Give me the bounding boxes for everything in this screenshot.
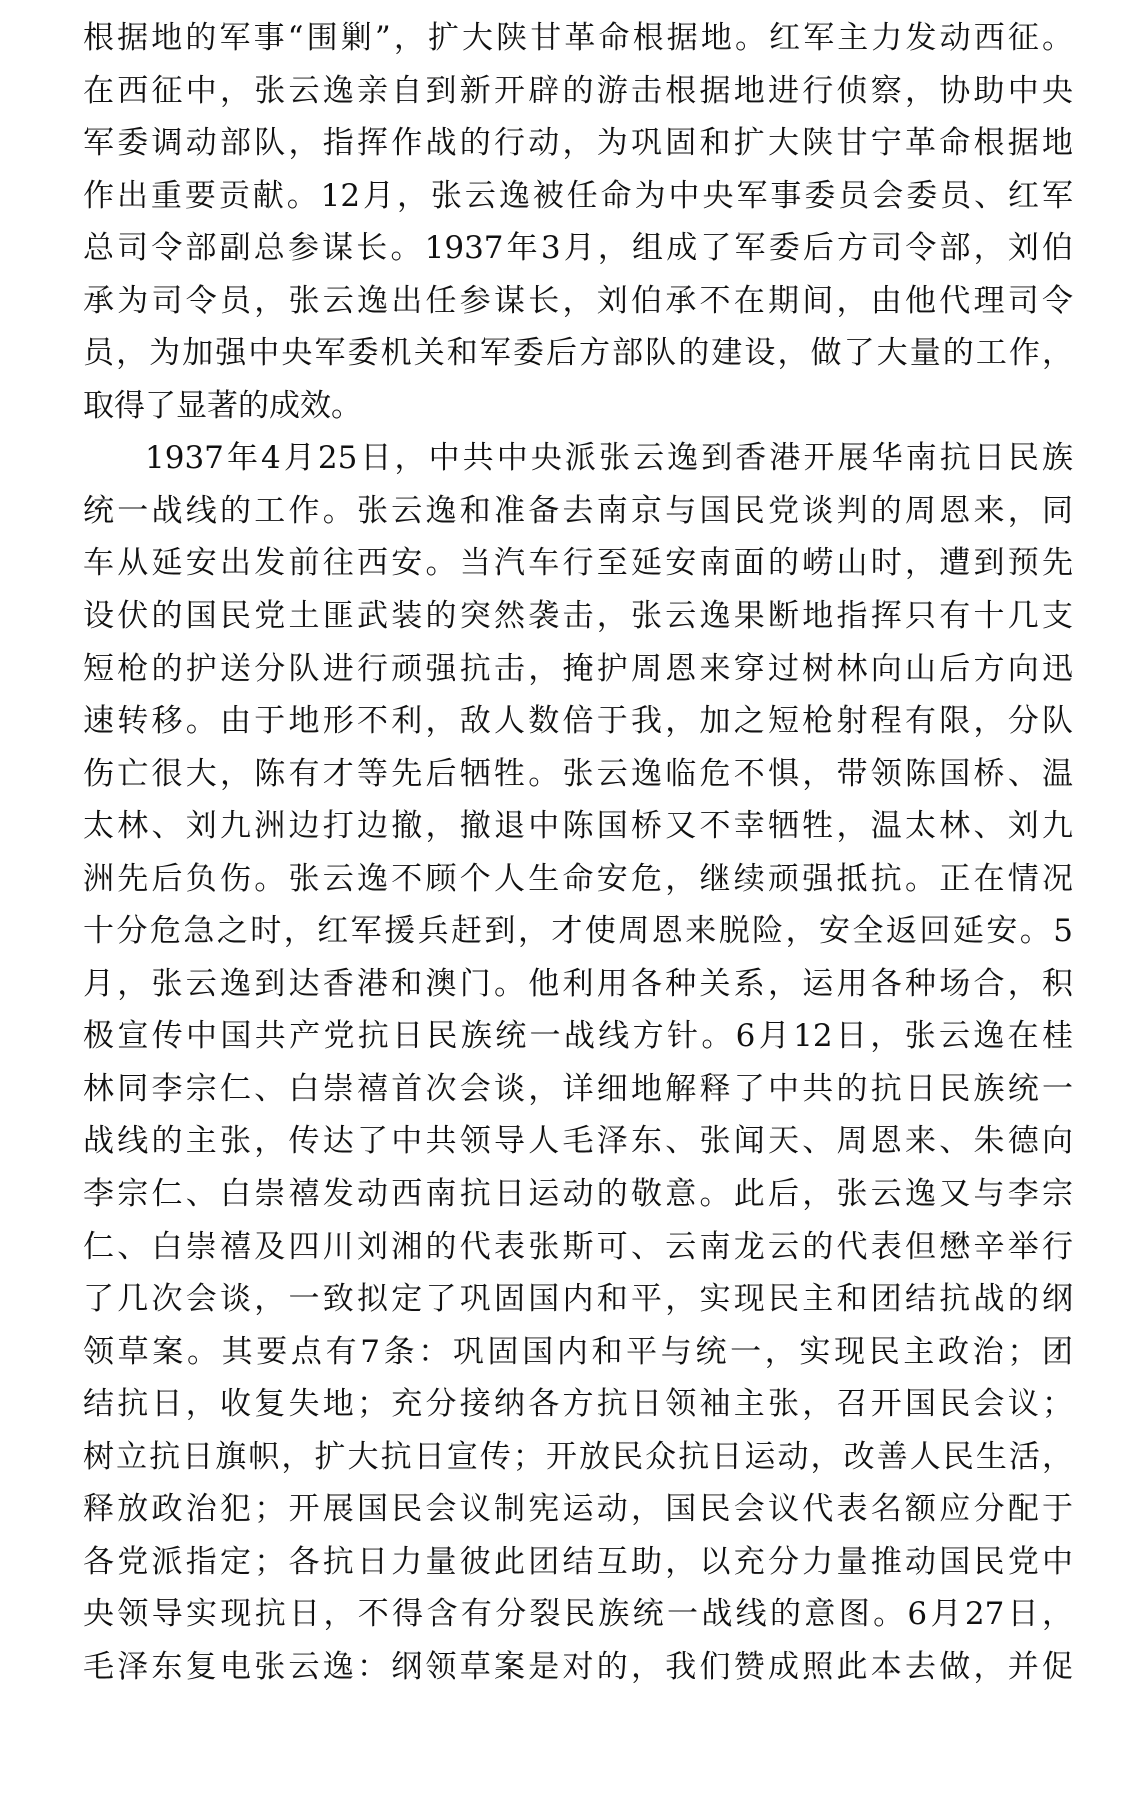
paragraph — [83, 432, 1073, 1693]
text-line: 仁、白崇禧及四川刘湘的代表张斯可、云南龙云的代表但懋辛举行 — [83, 1228, 1073, 1265]
text-line: 月，张云逸到达香港和澳门。他利用各种关系，运用各种场合，积 — [83, 965, 1073, 1002]
text-line: 伤亡很大，陈有才等先后牺牲。张云逸临危不惧，带领陈国桥、温 — [83, 755, 1073, 792]
text-line: 树立抗日旗帜，扩大抗日宣传；开放民众抗日运动，改善人民生活， — [83, 1438, 1073, 1475]
text-line: 总司令部副总参谋长。1937年3月，组成了军委后方司令部，刘伯 — [83, 230, 1073, 267]
text-line: 太林、刘九洲边打边撤，撤退中陈国桥又不幸牺牲，温太林、刘九 — [83, 808, 1073, 845]
text-line: 短枪的护送分队进行顽强抗击，掩护周恩来穿过树林向山后方向迅 — [83, 650, 1073, 687]
text-line: 根据地的军事“围剿”，扩大陕甘革命根据地。红军主力发动西征。 — [83, 20, 1073, 56]
text-line: 释放政治犯；开展国民会议制宪运动，国民会议代表名额应分配于 — [83, 1491, 1073, 1528]
text-line: 央领导实现抗日，不得含有分裂民族统一战线的意图。6月27日， — [83, 1596, 1073, 1633]
text-line: 结抗日，收复失地；充分接纳各方抗日领袖主张，召开国民会议； — [83, 1386, 1073, 1423]
text-line: 李宗仁、白崇禧发动西南抗日运动的敬意。此后，张云逸又与李宗 — [83, 1176, 1073, 1213]
text-line: 作出重要贡献。12月，张云逸被任命为中央军事委员会委员、红军 — [83, 177, 1073, 214]
text-line: 极宣传中国共产党抗日民族统一战线方针。6月12日，张云逸在桂 — [83, 1018, 1073, 1055]
text-line: 了几次会谈，一致拟定了巩固国内和平，实现民主和团结抗战的纲 — [83, 1281, 1073, 1318]
text-line: 十分危急之时，红军援兵赶到，才使周恩来脱险，安全返回延安。5 — [83, 913, 1073, 950]
paragraph — [83, 12, 1073, 432]
text-line: 车从延安出发前往西安。当汽车行至延安南面的崂山时，遭到预先 — [83, 545, 1073, 582]
text-line: 军委调动部队，指挥作战的行动，为巩固和扩大陕甘宁革命根据地 — [83, 125, 1073, 162]
text-line: 林同李宗仁、白崇禧首次会谈，详细地解释了中共的抗日民族统一 — [83, 1070, 1073, 1107]
text-line: 洲先后负伤。张云逸不顾个人生命安危，继续顽强抵抗。正在情况 — [83, 860, 1073, 897]
text-line: 员，为加强中央军委机关和军委后方部队的建设，做了大量的工作， — [83, 335, 1073, 372]
text-line: 承为司令员，张云逸出任参谋长，刘伯承不在期间，由他代理司令 — [83, 282, 1073, 319]
text-line: 统一战线的工作。张云逸和准备去南京与国民党谈判的周恩来，同 — [83, 492, 1073, 529]
text-line: 战线的主张，传达了中共领导人毛泽东、张闻天、周恩来、朱德向 — [83, 1123, 1073, 1160]
text-line: 毛泽东复电张云逸：纲领草案是对的，我们赞成照此本去做，并促 — [83, 1648, 1073, 1685]
text-line: 取得了显著的成效。 — [83, 387, 362, 424]
document-body — [83, 12, 1073, 1694]
text-line: 在西征中，张云逸亲自到新开辟的游击根据地进行侦察，协助中央 — [83, 72, 1073, 109]
text-line: 1937年4月25日，中共中央派张云逸到香港开展华南抗日民族 — [145, 440, 1073, 477]
text-line: 速转移。由于地形不利，敌人数倍于我，加之短枪射程有限，分队 — [83, 703, 1073, 740]
text-line: 各党派指定；各抗日力量彼此团结互助，以充分力量推动国民党中 — [83, 1543, 1073, 1580]
text-line: 领草案。其要点有7条：巩固国内和平与统一，实现民主政治；团 — [83, 1333, 1073, 1370]
text-line: 设伏的国民党土匪武装的突然袭击，张云逸果断地指挥只有十几支 — [83, 598, 1073, 635]
